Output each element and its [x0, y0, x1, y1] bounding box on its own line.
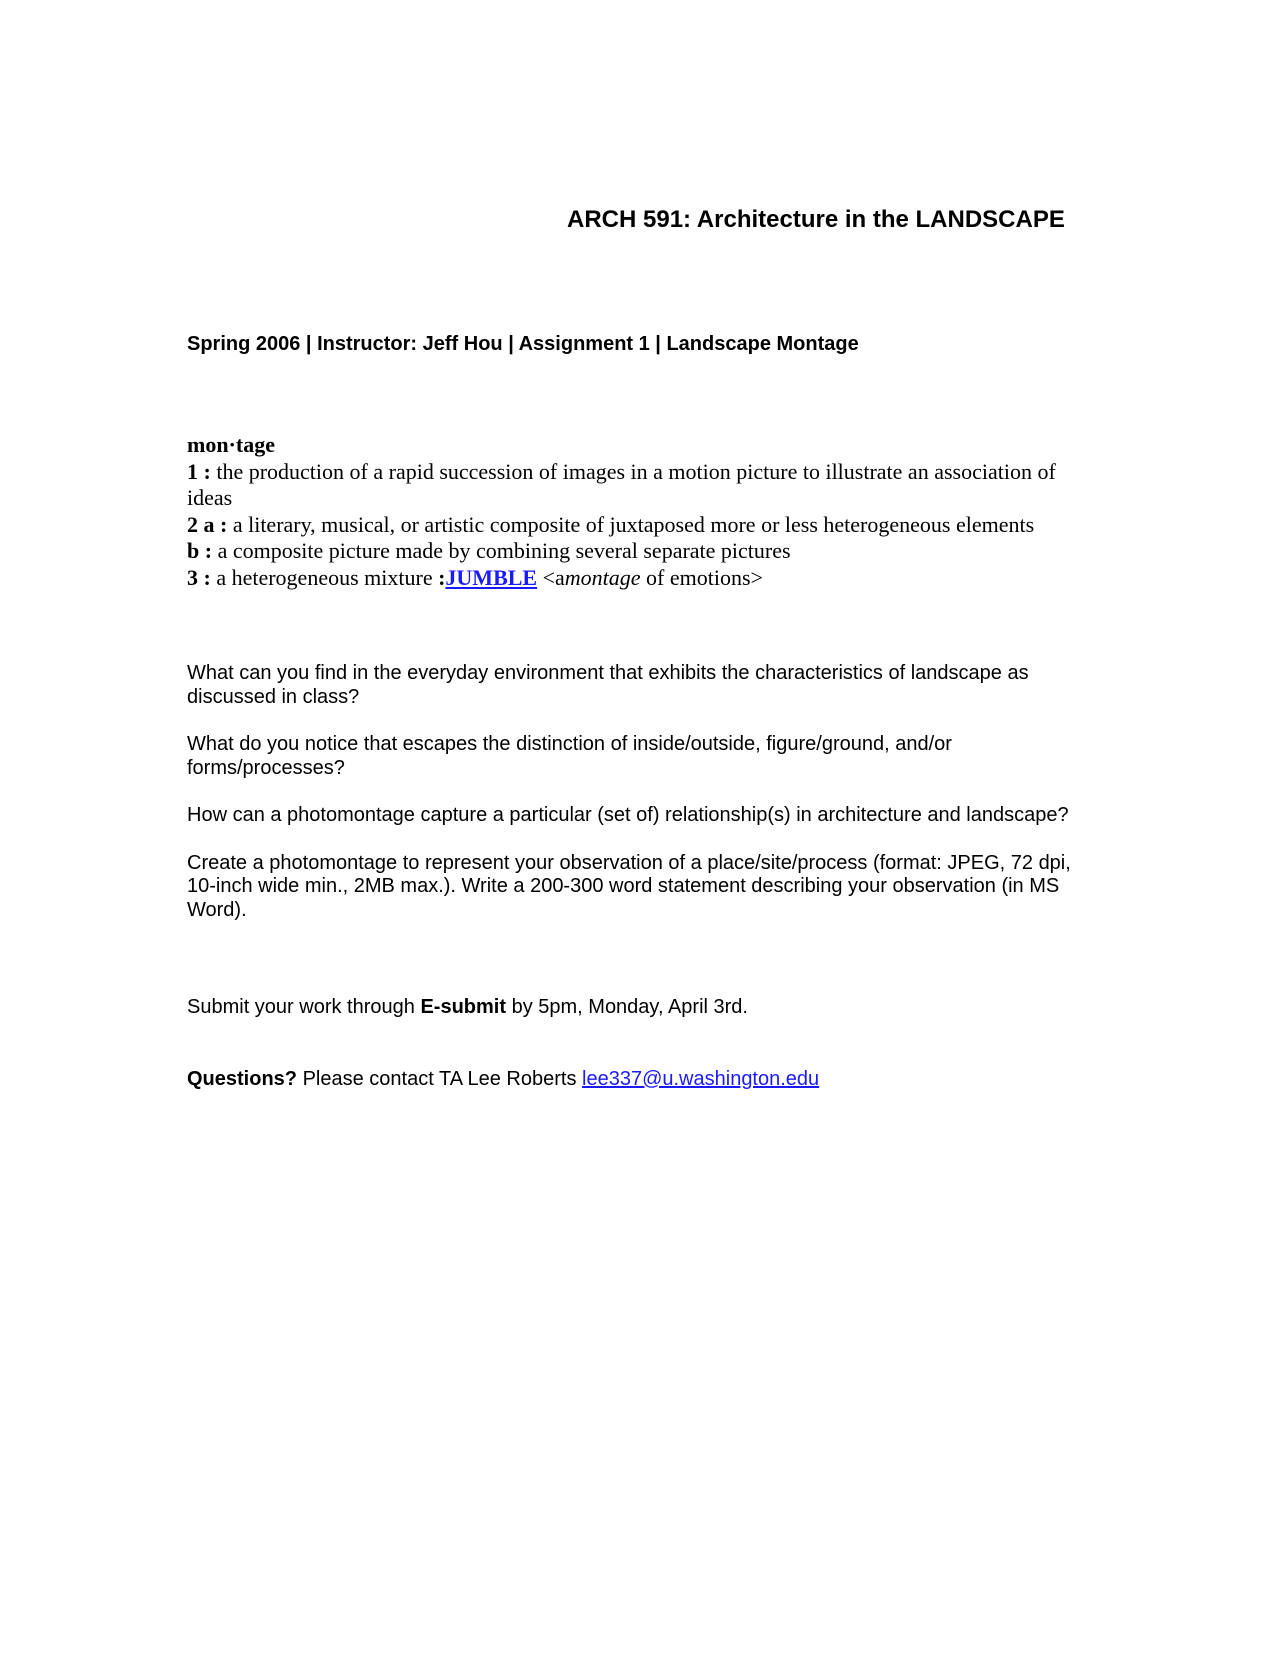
definition-colon: : — [438, 564, 446, 590]
definition-entry-text: a heterogeneous mixture — [216, 564, 433, 590]
montage-definition — [187, 432, 1087, 591]
submit-prefix: Submit your work through — [187, 996, 415, 1018]
assignment-subtitle: Spring 2006 | Instructor: Jeff Hou | Assignment 1 | Landscape Montage — [187, 333, 859, 355]
definition-entry-number: 3 : — [187, 564, 211, 590]
definition-entry-number: b : — [187, 538, 213, 563]
email-link[interactable]: lee337@u.washington.edu — [582, 1068, 820, 1090]
submission-instructions — [187, 996, 748, 1019]
example-open: <a — [542, 564, 565, 590]
submit-deadline: by 5pm, Monday, April 3rd. — [511, 996, 748, 1018]
jumble-link[interactable]: JUMBLE — [445, 564, 538, 590]
questions-label: Questions? — [187, 1068, 298, 1090]
example-italic: montage — [564, 564, 641, 590]
definition-entry-text: a composite picture made by combining several separate pictures — [217, 538, 791, 563]
definition-entry-2a — [187, 512, 1087, 539]
course-title: ARCH 591: Architecture in the LANDSCAPE — [567, 206, 1065, 233]
contact-line — [187, 1068, 819, 1091]
question-paragraph: How can a photomontage capture a particular (set of) relationship(s) in architecture and landscape? — [187, 804, 1069, 826]
task-paragraph: Create a photomontage to represent your observation of a place/site/process (format: JPEG, 72 dpi, 10-inch wide min., 2MB max.). Write a 200-300 word statement describing your observation (in MS Word). — [187, 851, 1071, 921]
example-close: of emotions> — [646, 564, 763, 590]
definition-entry-3 — [187, 565, 1087, 592]
definition-entry-number: 2 a : — [187, 511, 228, 537]
question-paragraph: What do you notice that escapes the distinction of inside/outside, figure/ground, and/or forms/processes? — [187, 733, 952, 779]
esubmit-label: E-submit — [420, 996, 507, 1018]
contact-text: Please contact TA Lee Roberts — [302, 1068, 577, 1090]
definition-entry-text: a literary, musical, or artistic composite of juxtaposed more or less heterogeneous elements — [232, 511, 1035, 537]
definition-entry-2b — [187, 538, 1087, 565]
definition-entry-number: 1 : — [187, 458, 211, 484]
definition-term: mon·tage — [187, 432, 275, 457]
assignment-questions — [187, 662, 1087, 946]
question-paragraph: What can you find in the everyday environment that exhibits the characteristics of landscape as discussed in class? — [187, 662, 1029, 708]
definition-entry-text: the production of a rapid succession of images in a motion picture to illustrate an association of ideas — [187, 458, 1056, 510]
definition-entry-1 — [187, 459, 1087, 512]
